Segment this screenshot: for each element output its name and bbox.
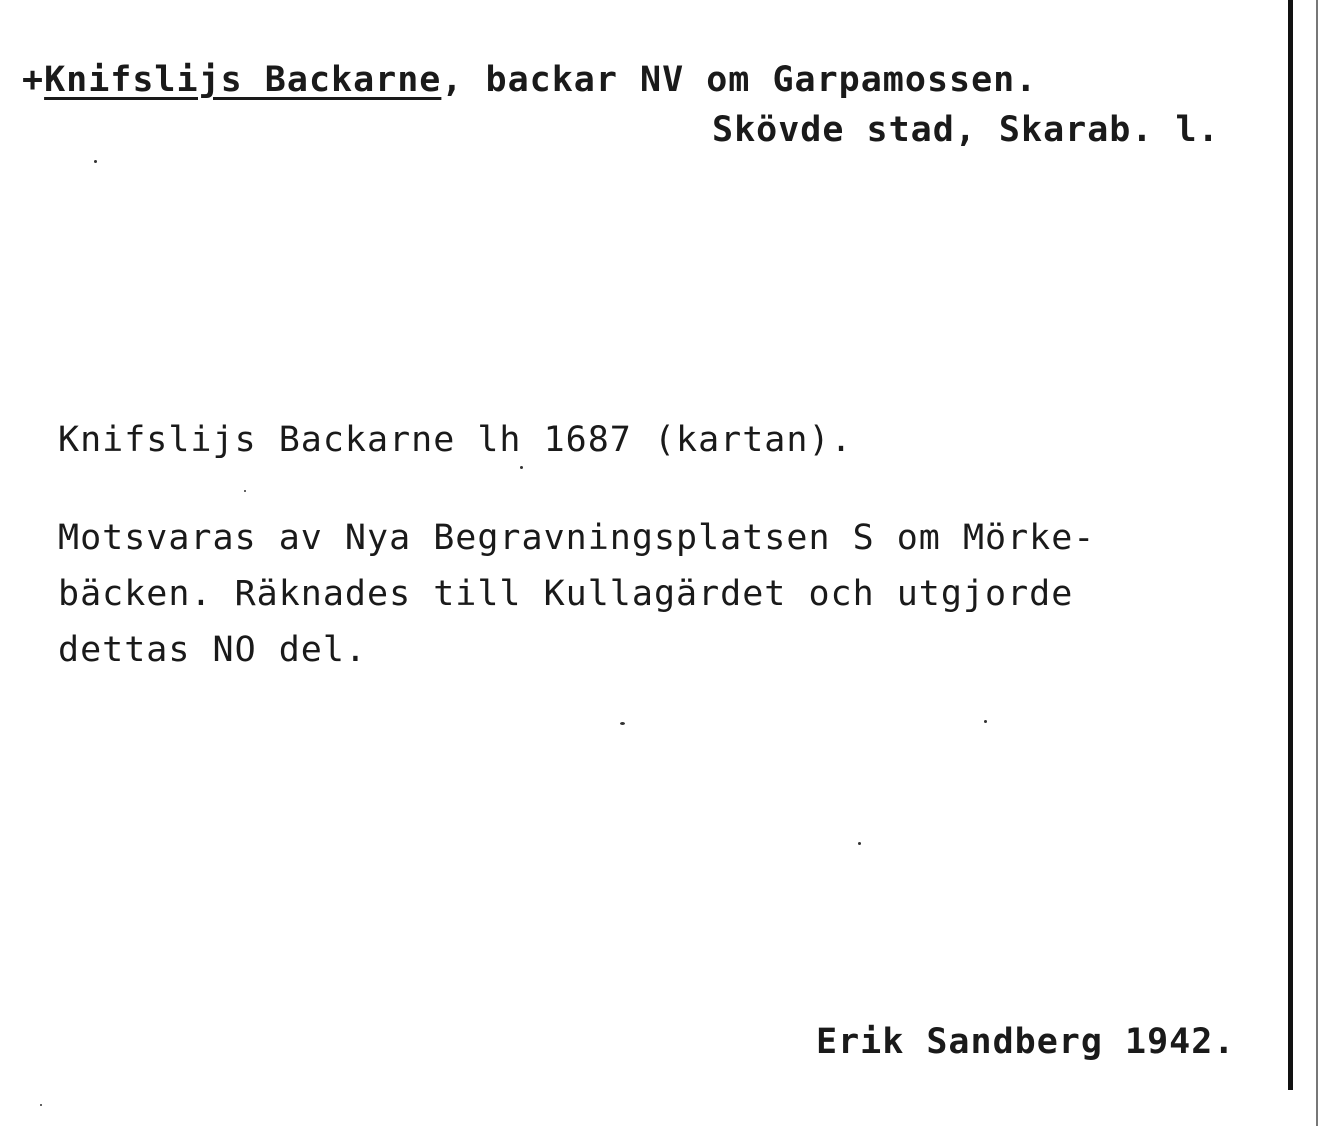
- scan-speck: [94, 160, 97, 163]
- body-line-2: Motsvaras av Nya Begravningsplatsen S om Mörke-: [58, 518, 1096, 558]
- signature: Erik Sandberg 1942.: [816, 1022, 1236, 1062]
- heading-location: Skövde stad, Skarab. l.: [712, 110, 1220, 150]
- heading-place-name: Knifslijs Backarne: [44, 60, 442, 100]
- scan-speck: [620, 722, 625, 725]
- scan-speck: [520, 466, 523, 469]
- scan-speck: [858, 842, 861, 845]
- card-edge-rule-outer: [1316, 0, 1318, 1126]
- scan-speck: [984, 720, 987, 723]
- scan-speck: [244, 490, 246, 492]
- card-edge-rule: [1288, 0, 1293, 1090]
- scan-speck: [40, 1104, 42, 1106]
- card-heading: [22, 58, 1037, 102]
- heading-description: , backar NV om Garpamossen.: [441, 60, 1038, 100]
- body-line-1: Knifslijs Backarne lh 1687 (kartan).: [58, 420, 853, 460]
- body-line-4: dettas NO del.: [58, 630, 368, 670]
- body-line-3: bäcken. Räknades till Kullagärdet och utgjorde: [58, 574, 1074, 614]
- heading-prefix: +: [22, 60, 45, 100]
